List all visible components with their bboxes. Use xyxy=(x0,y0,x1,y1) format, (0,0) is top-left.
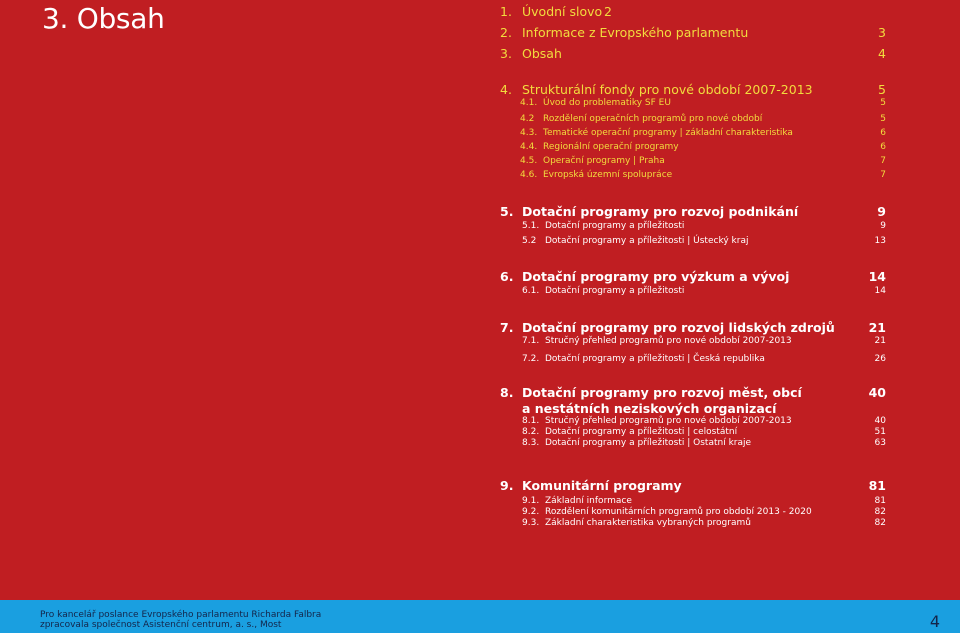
footer-credit-line-2: zpracovala společnost Asistenční centrum, a. s., Most xyxy=(40,620,282,630)
page-number: 4 xyxy=(929,612,940,631)
footer-bar xyxy=(0,600,960,633)
toc-entry-1-page: 2 xyxy=(604,4,612,19)
table-of-contents: 1. Úvodní slovo 2 2. Informace z Evropského parlamentu 3 3. Obsah 4 4. Strukturální fondy pro nové období 2007-2013 5 4.1. Úvod do problematiky SF EU 5 4.2 Rozdělení operačních programů pro nové období 5 4.3. Tematické operační programy | základní charakteristika 6 4.4. Regionální operační programy 6 4.5. Operační programy | Praha 7 4.6. Evropská územní spolupráce 7 5. Dotační programy pro rozvoj podnikání 9 5.1. Dotační programy a příležitosti 9 5.2 Dotační programy a příležitosti | Ústecký kraj 13 6. Dotační programy pro výzkum a vývoj 14 6.1. Dotační programy a příležitosti 14 7. Dotační programy pro rozvoj lidských zdrojů 21 7.1. Stručný přehled programů pro nové období 2007-2013 21 7.2. Dotační programy a příležitosti | Česká republika 26 8. Dotační programy pro rozvoj měst, obcí 40 a nestátních neziskových organizací 8.1. Stručný přehled programů pro nové období 2007-2013 40 8.2. Dotační programy a příležitosti | celostátní 51 8.3. Dotační programy a příležitosti | Ostatní kraje 63 9. Komunitární programy 81 9.1. Základní informace 81 9.2. Rozdělení komunitárních programů pro období 2013 - 2020 82 9.3. Základní charakteristika vybraných programů 82 xyxy=(500,4,886,528)
footer-credit-line-1: Pro kancelář poslance Evropského parlamentu Richarda Falbra xyxy=(40,610,322,620)
page-title: 3. Obsah xyxy=(42,2,165,35)
